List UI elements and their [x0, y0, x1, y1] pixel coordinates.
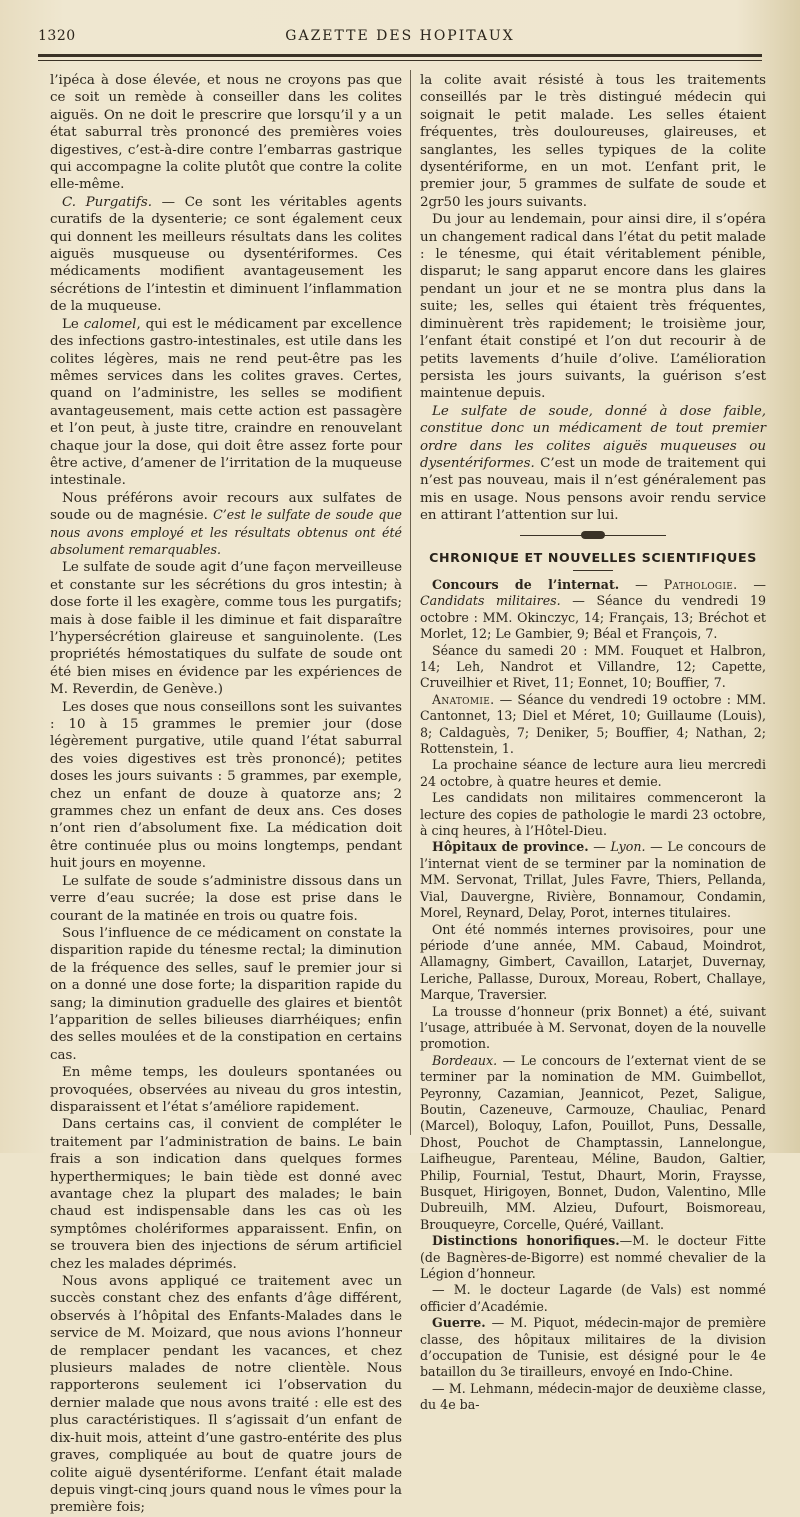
paragraph: Concours de l’internat. — Pathologie. — Candidats militaires. — Séance du vendredi 19 octobre : MM. Okinczyc, 14; Français, 13; Bréchot et Morlet, 12; Le Gambier, 9; Béal et François, 7. — [420, 576, 766, 642]
paragraph: C. Purgatifs. — Ce sont les véritables agents curatifs de la dysenterie; ce sont également ceux qui donnent les meilleurs résultats dans les colites aiguës musqueuse ou dysentériformes. Ces médicaments modifient avantageusement les sécrétions de l’intestin et diminuent l’inflammation de la muqueuse. — [50, 194, 402, 315]
paragraph: la colite avait résisté à tous les traitements conseillés par le très distingué médecin qui soignait le petit malade. Les selles étaient fréquentes, très douloureuses, glaireuses, et sanglantes, les selles typiques de la colite dysentériforme, en un mot. L’enfant prit, le premier jour, 5 grammes de sulfate de soude et 2gr50 les jours suivants. — [420, 73, 766, 210]
left-column — [50, 72, 402, 1517]
paragraph: Les candidats non militaires commenceront la lecture des copies de pathologie le mardi 23 octobre, à cinq heures, à l’Hôtel-Dieu. — [420, 790, 766, 839]
paragraph: l’ipéca à dose élevée, et nous ne croyons pas que ce soit un remède à conseiller dans les colites aiguës. On ne doit le prescrire que lorsqu’il y a un état saburral très prononcé des premières voies digestives, c’est-à-dire contre l’embarras gastrique qui accompagne la colite plutôt que contre la colite elle-même. — [50, 73, 402, 193]
news-block — [420, 577, 766, 1414]
paragraph: Le sulfate de soude, donné à dose faible, constitue donc un médicament de tout premier ordre dans les colites aiguës muqueuses ou dysentériformes. C’est un mode de traitement qui n’est pas nouveau, mais il n’est généralement pas mis en usage. Nous pensons avoir rendu service en attirant l’attention sur lui. — [420, 403, 766, 524]
header-rule-thick — [38, 54, 762, 57]
paragraph: Nous préférons avoir recours aux sulfates de soude ou de magnésie. C’est le sulfate de soude que nous avons employé et les résultats obtenus ont été absolument remarquables. — [50, 490, 402, 557]
page-header — [38, 28, 762, 50]
short-rule — [573, 570, 613, 571]
paragraph: Dans certains cas, il convient de compléter le traitement par l’administration de bains. Le bain frais a son indication dans quelques formes hyperthermiques; le bain tiède est donné avec avantage chez la plupart des malades; le bain chaud est indispensable dans les cas où les symptômes cholériformes apparaissent. Enfin, on se trouvera bien des injections de sérum artificiel chez les malades déprimés. — [50, 1117, 402, 1272]
paragraph: Séance du samedi 20 : MM. Fouquet et Halbron, 14; Leh, Nandrot et Villandre, 12; Capette, Cruveilhier et Rivet, 11; Eonnet, 10; Bouffier, 7. — [420, 642, 766, 691]
paragraph: Les doses que nous conseillons sont les suivantes : 10 à 15 grammes le premier jour (dose légèrement purgative, utile quand l’état saburral des voies digestives est très prononcé); petites doses les jours suivants : 5 grammes, par exemple, chez un enfant de douze à quatorze ans; 2 grammes chez un enfant de deux ans. Ces doses n’ont rien d’absolument fixe. La médication doit être continuée plus ou moins longtemps, pendant huit jours en moyenne. — [50, 699, 402, 872]
subheading: C. Purgatifs. — [62, 194, 153, 210]
paragraph: Bordeaux. — Le concours de l’externat vient de se terminer par la nomination de MM. Guimbellot, Peyronny, Cazamian, Jeannicot, Pezet, Saligue, Boutin, Cazeneuve, Carmouze, Chauliac, Penard (Marcel), Boloquy, Lafon, Pouillot, Puns, Dessalle, Dhost, Pouchot de Champtassin, Lannelongue, Laifheugue, Parenteau, Méline, Baudon, Galtier, Philip, Fournial, Testut, Dhaurt, Morin, Fraysse, Busquet, Hirigoyen, Bonnet, Dudon, Valentino, Mlle Dubreuilh, MM. Alzieu, Dufourt, Boismoreau, Brouqueyre, Corcelle, Quéré, Vaillant. — [420, 1052, 766, 1232]
news-heading: Concours de l’internat. — [432, 576, 620, 592]
paragraph: Le sulfate de soude agit d’une façon merveilleuse et constante sur les sécrétions du gros intestin; à dose forte il les exagère, comme tous les purgatifs; mais à dose faible il les diminue et fait disparaître l’hypersécrétion glaireuse et sanguinolente. (Les propriétés hémostatiques du sulfate de soude ont été bien mises en évidence par les expériences de M. Reverdin, de Genève.) — [50, 560, 402, 698]
news-heading: Distinctions honorifiques. — [432, 1233, 620, 1249]
paragraph: Distinctions honorifiques.—M. le docteur Fitte (de Bagnères-de-Bigorre) est nommé chevalier de la Légion d’honneur. — [420, 1233, 766, 1282]
paragraph: La prochaine séance de lecture aura lieu mercredi 24 octobre, à quatre heures et demie. — [420, 757, 766, 789]
paragraph: Sous l’influence de ce médicament on constate la disparition rapide du ténesme rectal; la diminution de la fréquence des selles, sauf le premier jour si on a donné une dose forte; la disparition rapide du sang; la diminution graduelle des glaires et bientôt l’apparition de selles bilieuses diarrhéiques; enfin des selles moulées et de la constipation en certains cas. — [50, 925, 402, 1063]
right-column — [420, 72, 766, 1414]
news-heading: Guerre. — [432, 1315, 486, 1331]
paragraph: Du jour au lendemain, pour ainsi dire, il s’opéra un changement radical dans l’état du petit malade : le ténesme, qui était véritablement pénible, disparut; le sang apparut encore dans les glaires pendant un jour et ne se montra plus dans la suite; les, selles qui étaient très fréquentes, diminuèrent très rapidement; le troisième jour, l’enfant était constipé et l’on dut recourir à de petits lavements d’huile d’olive. L’amélioration persista les jours suivants, la guérison s’est maintenue depuis. — [420, 212, 766, 402]
paragraph: — M. Lehmann, médecin-major de deuxième classe, du 4e ba- — [420, 1380, 766, 1413]
paragraph: Hôpitaux de province. — Lyon. — Le concours de l’internat vient de se terminer par la nomination de MM. Servonat, Trillat, Jules Favre, Thiers, Pellanda, Vial, Dauvergne, Rivière, Bonnamour, Condamin, Morel, Reynard, Delay, Porot, internes titulaires. — [420, 839, 766, 921]
section-ornament — [420, 531, 766, 541]
paragraph: Ont été nommés internes provisoires, pour une période d’une année, MM. Cabaud, Moindrot, Allamagny, Gimbert, Cavaillon, Latarjet, Duvernay, Leriche, Pallasse, Duroux, Moreau, Robert, Challaye, Marque, Traversier. — [420, 921, 766, 1003]
section-title: CHRONIQUE ET NOUVELLES SCIENTIFIQUES — [429, 549, 757, 565]
paragraph: Guerre. — M. Piquot, médecin-major de première classe, des hôpitaux militaires de la division d’occupation de Tunisie, est désigné pour le 4e bataillon du 3e tirailleurs, envoyé en Indo-Chine. — [420, 1315, 766, 1380]
column-divider — [410, 70, 411, 1135]
paragraph: Le calomel, qui est le médicament par excellence des infections gastro-intestinales, est utile dans les colites légères, mais ne rend peut-être pas les mêmes services dans les colites graves. Certes, quand on l’administre, les selles se modifient avantageusement, mais cette action est passagère et l’on peut, à juste titre, craindre en renouvelant chaque jour la dose, qui doit être assez forte pour être active, d’amener de l’irritation de la muqueuse intestinale. — [50, 316, 403, 489]
paragraph: — M. le docteur Lagarde (de Vals) est nommé officier d’Académie. — [420, 1282, 766, 1314]
news-heading: Hôpitaux de province. — [432, 839, 589, 855]
paragraph: Le sulfate de soude s’administre dissous dans un verre d’eau sucrée; la dose est prise dans le courant de la matinée en trois ou quatre fois. — [50, 873, 402, 924]
paragraph: Anatomie. — Séance du vendredi 19 octobre : MM. Cantonnet, 13; Diel et Méret, 10; Guillaume (Louis), 8; Caldaguès, 7; Deniker, 5; Bouffier, 4; Nathan, 2; Rottenstein, 1. — [420, 691, 766, 757]
running-title: GAZETTE DES HOPITAUX — [285, 28, 515, 44]
page-number: 1320 — [38, 28, 76, 44]
paragraph: La trousse d’honneur (prix Bonnet) a été, suivant l’usage, attribuée à M. Servonat, doyen de la nouvelle promotion. — [420, 1003, 766, 1052]
paragraph: En même temps, les douleurs spontanées ou provoquées, observées au niveau du gros intestin, disparaissent et l’état s’améliore rapidement. — [50, 1065, 402, 1115]
header-rule-thin — [38, 60, 762, 61]
paragraph: Nous avons appliqué ce traitement avec un succès constant chez des enfants d’âge différent, observés à l’hôpital des Enfants-Malades dans le service de M. Moizard, que nous avions l’honneur de remplacer pendant les vacances, et chez plusieurs malades de notre clientèle. Nous rapporterons seulement ici l’observation du dernier malade que nous avons traité : elle est des plus caractéristiques. Il s’agissait d’un enfant de dix-huit mois, atteint d’une gastro-entérite des plus graves, compliquée au bout de quatre jours de colite aiguë dysentériforme. L’enfant était malade depuis vingt-cinq jours quand nous le vîmes pour la première fois; — [50, 1274, 402, 1516]
